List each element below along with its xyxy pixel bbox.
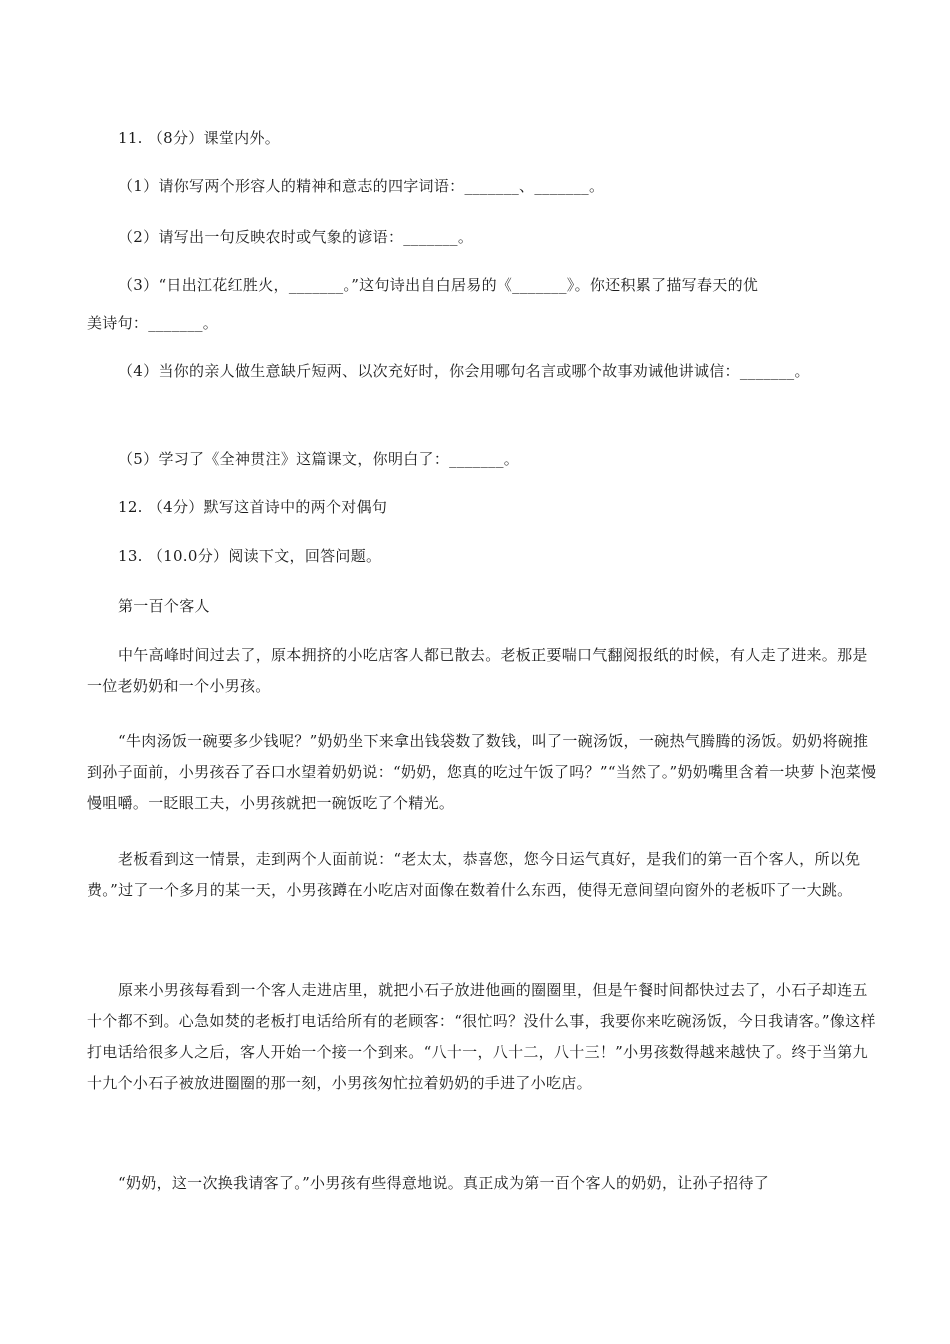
story-paragraph-3: 老板看到这一情景，走到两个人面前说：“老太太，恭喜您，您今日运气真好，是我们的第一百个客人，所以免费。”过了一个多月的某一天，小男孩蹲在小吃店对面像在数着什么东西，使得无意间望向窗外的老板吓了一大跳。 bbox=[87, 850, 861, 899]
question-12-title: 12. （4分）默写这首诗中的两个对偶句 bbox=[118, 498, 388, 516]
question-11-title: 11. （8分）课堂内外。 bbox=[118, 129, 281, 147]
question-13-title: 13. （10.0分）阅读下文，回答问题。 bbox=[118, 547, 382, 565]
question-11-part-1: （1）请你写两个形容人的精神和意志的四字词语：_______、_______。 bbox=[118, 177, 605, 195]
question-11-part-2: （2）请写出一句反映农时或气象的谚语：_______。 bbox=[118, 228, 474, 246]
question-11-part-3-line-2: 美诗句：_______。 bbox=[87, 314, 219, 332]
story-paragraph-4: 原来小男孩每看到一个客人走进店里，就把小石子放进他画的圈圈里，但是午餐时间都快过去了，小石子却连五十个都不到。心急如焚的老板打电话给所有的老顾客：“很忙吗？没什么事，我要你来吃碗汤饭，今日我请客。”像这样打电话给很多人之后，客人开始一个接一个到来。“八十一，八十二，八十三！”小男孩数得越来越快了。终于当第九十九个小石子被放进圈圈的那一刻，小男孩匆忙拉着奶奶的手进了小吃店。 bbox=[87, 981, 876, 1092]
story-paragraph-2: “牛肉汤饭一碗要多少钱呢？”奶奶坐下来拿出钱袋数了数钱，叫了一碗汤饭，一碗热气腾腾的汤饭。奶奶将碗推到孙子面前，小男孩吞了吞口水望着奶奶说：“奶奶，您真的吃过午饭了吗？”“当然了。”奶奶嘴里含着一块萝卜泡菜慢慢咀嚼。一眨眼工夫，小男孩就把一碗饭吃了个精光。 bbox=[87, 732, 877, 812]
question-11-part-4: （4）当你的亲人做生意缺斤短两、以次充好时，你会用哪句名言或哪个故事劝诫他讲诚信：_______。 bbox=[118, 362, 810, 380]
question-11-part-3-line-1: （3）“日出江花红胜火，_______。”这句诗出自白居易的《_______》。你还积累了描写春天的优 bbox=[118, 276, 759, 294]
question-11-part-5: （5）学习了《全神贯注》这篇课文，你明白了：_______。 bbox=[118, 450, 520, 468]
story-paragraph-1: 中午高峰时间过去了，原本拥挤的小吃店客人都已散去。老板正要喘口气翻阅报纸的时候，有人走了进来。那是一位老奶奶和一个小男孩。 bbox=[87, 646, 868, 695]
story-paragraph-5: “奶奶，这一次换我请客了。”小男孩有些得意地说。真正成为第一百个客人的奶奶，让孙子招待了 bbox=[118, 1174, 770, 1192]
story-title: 第一百个客人 bbox=[118, 597, 210, 615]
